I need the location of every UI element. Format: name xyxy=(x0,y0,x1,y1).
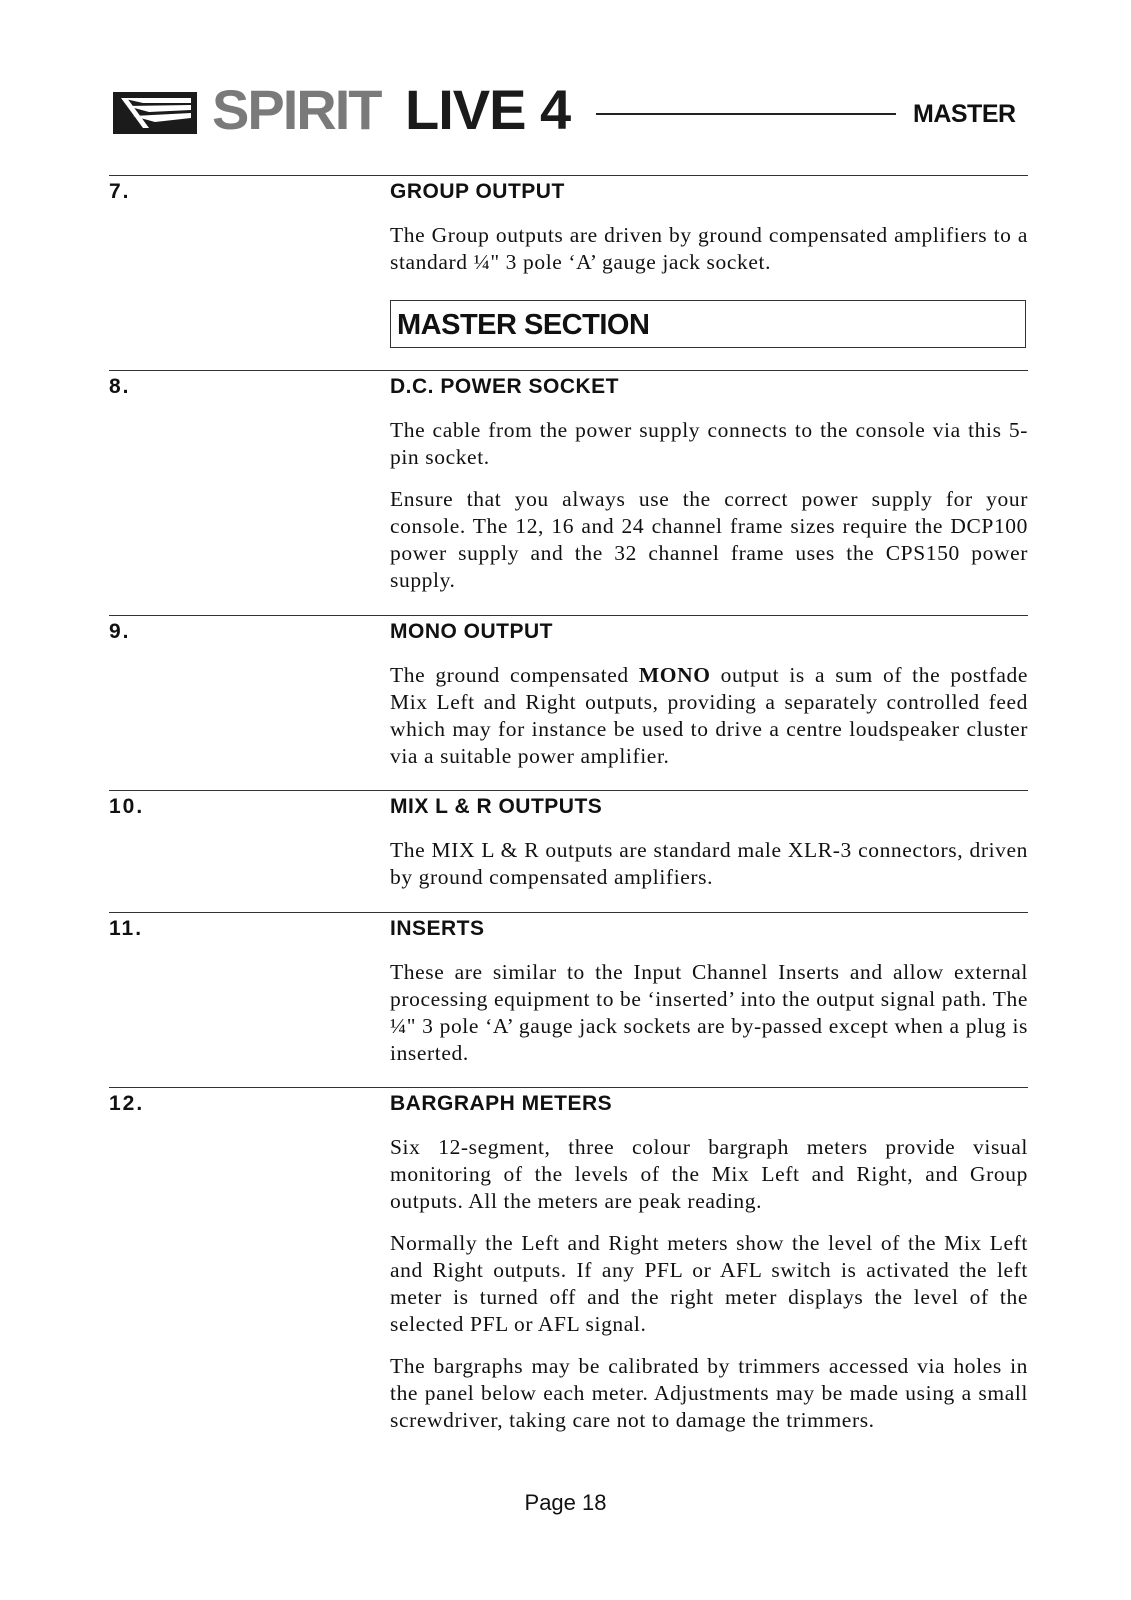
item-paragraph: The cable from the power supply connects to the console via this 5-pin socket. xyxy=(390,418,1028,469)
item-number: 11. xyxy=(109,917,144,940)
page-header xyxy=(0,0,1131,150)
brand-spirit: SPIRIT xyxy=(212,78,381,141)
item-9 xyxy=(109,615,1028,768)
brand-live: LIVE 4 xyxy=(405,78,571,141)
item-paragraph: Ensure that you always use the correct power supply for your console. The 12, 16 and 24 channel frame sizes require the DCP100 power supply and the 32 channel frame uses the CPS150 power supply. xyxy=(390,487,1028,592)
item-body xyxy=(390,662,1028,785)
item-number: 9. xyxy=(109,620,131,643)
section-title: MASTER SECTION xyxy=(397,309,650,341)
item-10 xyxy=(109,790,1028,889)
item-paragraph: Normally the Left and Right meters show the level of the Mix Left and Right outputs. If any PFL or AFL switch is activated the left meter is turned off and the right meter displays the level of the selected PFL or AFL signal. xyxy=(390,1231,1028,1336)
item-title: BARGRAPH METERS xyxy=(390,1092,613,1115)
item-paragraph: These are similar to the Input Channel Inserts and allow external processing equipment to be ‘inserted’ into the output signal path. The ¼" 3 pole ‘A’ gauge jack sockets are by-passed except when a plug is inserted. xyxy=(390,960,1028,1065)
item-12 xyxy=(109,1087,1028,1432)
item-paragraph: Six 12-segment, three colour bargraph meters provide visual monitoring of the levels of the Mix Left and Right, and Group outputs. All the meters are peak reading. xyxy=(390,1135,1028,1213)
mono-emphasis: MONO xyxy=(638,663,711,687)
item-number: 7. xyxy=(109,180,131,203)
item-body xyxy=(390,417,1028,609)
item-number: 10. xyxy=(109,795,145,818)
item-7 xyxy=(109,175,1028,274)
item-number: 12. xyxy=(109,1092,145,1115)
item-title: GROUP OUTPUT xyxy=(390,180,565,203)
header-section-label: MASTER xyxy=(913,100,1016,128)
spirit-logo-icon xyxy=(113,92,197,134)
section-heading-box xyxy=(390,300,1026,348)
header-rule xyxy=(596,113,896,115)
item-paragraph: The ground compensated MONO output is a sum of the postfade Mix Left and Right outputs, providing a separately controlled feed which may for instance be used to drive a centre loudspeaker cluster via a suitable power amplifier. xyxy=(390,663,1028,768)
item-title: INSERTS xyxy=(390,917,485,940)
item-body xyxy=(390,1134,1028,1449)
item-paragraph: The Group outputs are driven by ground compensated amplifiers to a standard ¼" 3 pole ‘A’ gauge jack socket. xyxy=(390,223,1028,274)
item-body xyxy=(390,959,1028,1082)
item-body xyxy=(390,837,1028,906)
item-body xyxy=(390,222,1028,291)
item-title: MIX L & R OUTPUTS xyxy=(390,795,603,818)
item-11 xyxy=(109,912,1028,1065)
item-number: 8. xyxy=(109,375,131,398)
item-title: MONO OUTPUT xyxy=(390,620,553,643)
item-title: D.C. POWER SOCKET xyxy=(390,375,620,398)
item-paragraph: The MIX L & R outputs are standard male XLR-3 connectors, driven by ground compensated amplifiers. xyxy=(390,838,1028,889)
page-number: Page 18 xyxy=(524,1490,607,1515)
item-8 xyxy=(109,370,1028,592)
item-paragraph: The bargraphs may be calibrated by trimmers accessed via holes in the panel below each meter. Adjustments may be made using a small screwdriver, taking care not to damage the trimmers. xyxy=(390,1354,1028,1432)
